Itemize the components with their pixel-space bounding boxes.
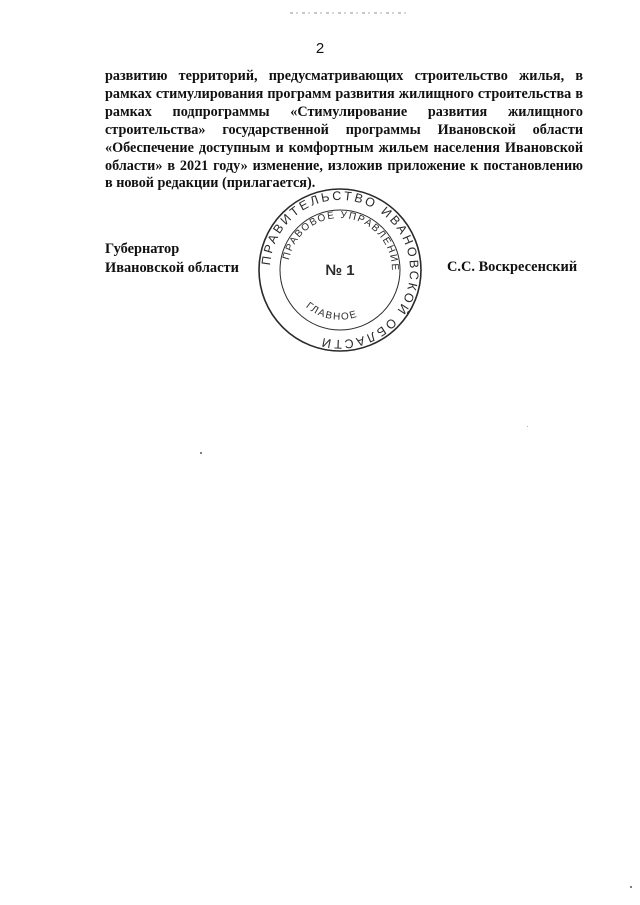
seal-inner-text: ПРАВОВОЕ УПРАВЛЕНИЕ xyxy=(281,209,401,273)
position-title: Губернатор xyxy=(105,241,180,257)
body-line: в новой редакции (прилагается). xyxy=(105,175,316,192)
body-line: рамках стимулирования программ развития жилищного строительства в xyxy=(105,85,583,102)
body-paragraph xyxy=(105,68,583,193)
scan-speck xyxy=(200,452,202,454)
body-line: области» в 2021 году» изменение, изложив приложение к постановлению xyxy=(105,157,583,174)
page-number: 2 xyxy=(315,40,325,57)
position-region: Ивановской области xyxy=(105,259,239,276)
official-seal xyxy=(256,186,424,354)
scan-speck xyxy=(630,886,632,888)
signatory-name: С.С. Воскресенский xyxy=(447,259,578,275)
seal-outer-text: ПРАВИТЕЛЬСТВО ИВАНОВСКОЙ ОБЛАСТИ xyxy=(259,188,422,352)
seal-bottom-text: ГЛАВНОЕ xyxy=(303,300,360,323)
scan-speck xyxy=(527,426,528,427)
body-line: «Обеспечение доступным и комфортным жильем населения Ивановской xyxy=(105,139,583,156)
seal-center-number: № 1 xyxy=(325,262,355,279)
body-line: строительства» государственной программы Ивановской области xyxy=(105,121,583,138)
body-line: рамках подпрограммы «Стимулирование развития жилищного xyxy=(105,103,583,120)
scan-header-artifact xyxy=(290,12,410,14)
signatory-position xyxy=(105,240,239,277)
body-line: развитию территорий, предусматривающих строительство жилья, в xyxy=(105,68,583,84)
